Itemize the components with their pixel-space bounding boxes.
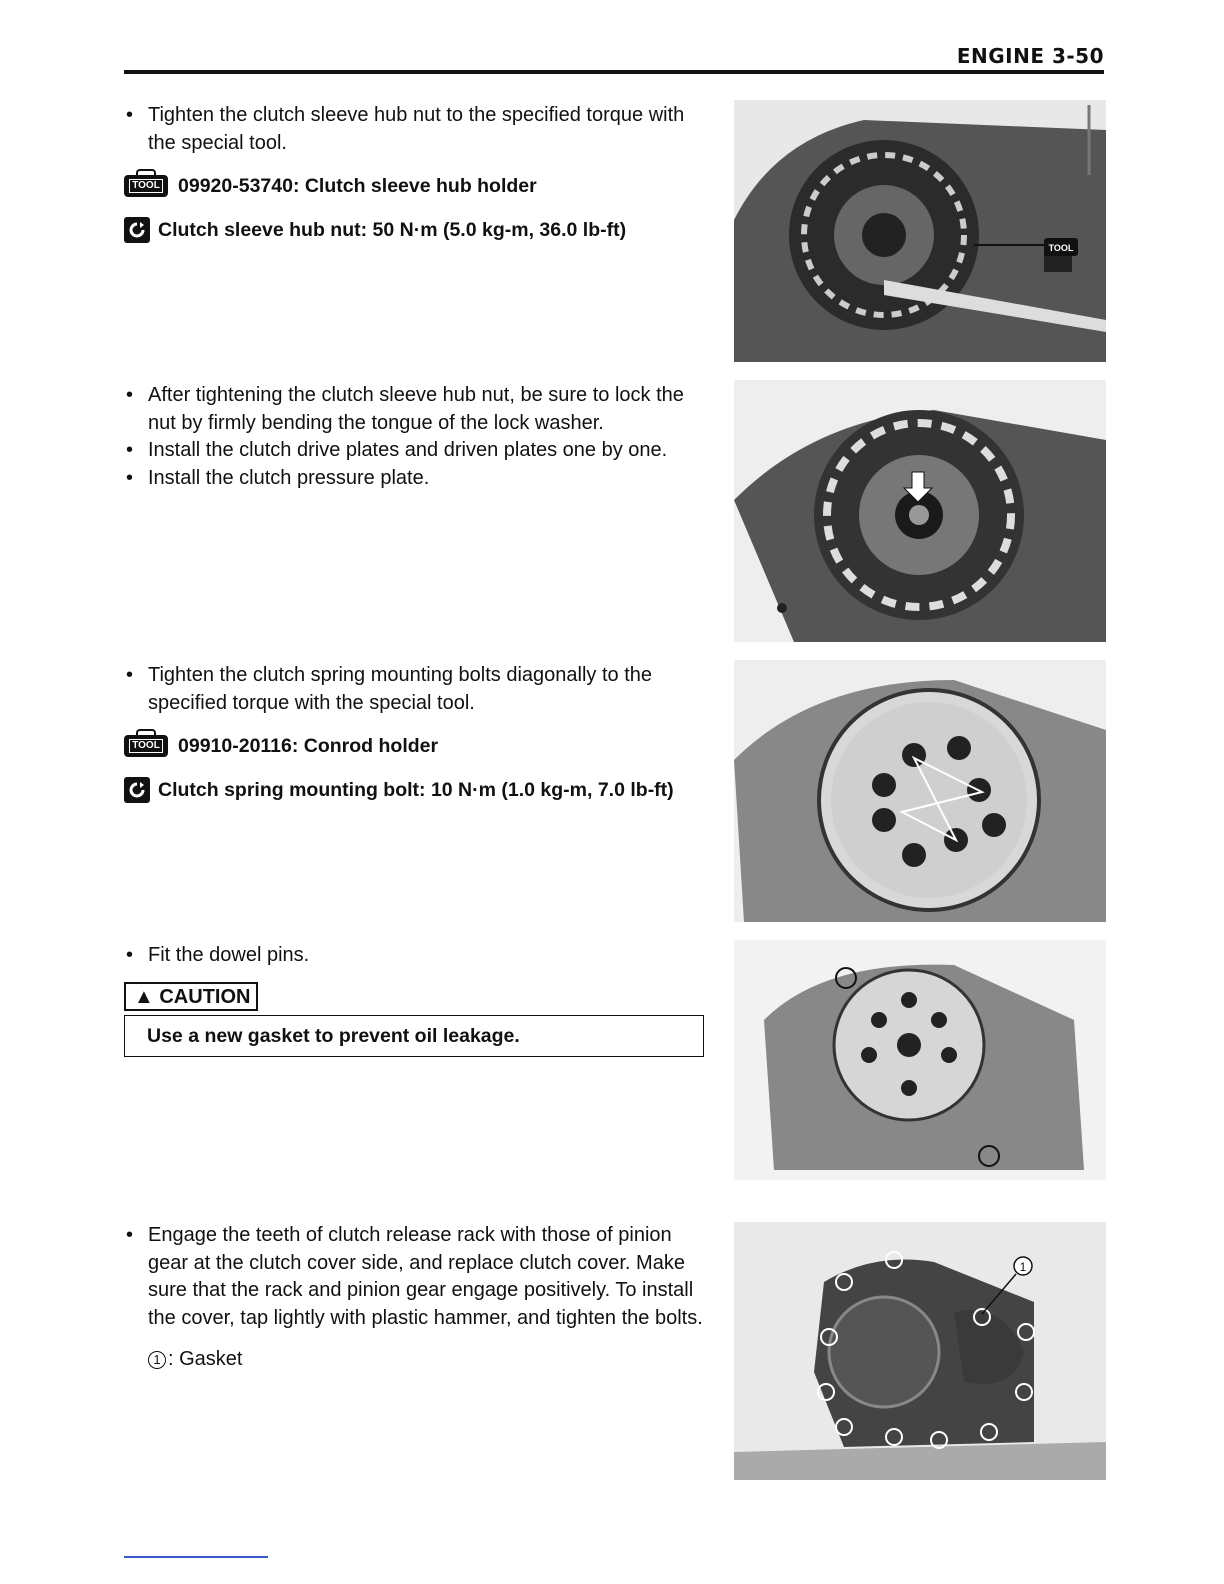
svg-text:TOOL: TOOL (1048, 243, 1074, 253)
photo-dowel-pins (734, 940, 1106, 1180)
step-4 (124, 942, 704, 1057)
footer-rule (124, 1556, 268, 1558)
step-2-bullet: • Install the clutch drive plates and driven plates one by one. (124, 437, 704, 465)
torque-wrench-icon (124, 217, 150, 243)
step-5-text: • Engage the teeth of clutch release rack with those of pinion gear at the clutch cover side, and replace clutch cover. Make sure that the rack and pinion gear engage positively. To install the cover, tap lightly with plastic hammer, and tighten the bolts. (124, 1222, 704, 1332)
page-title: ENGINE 3-50 (956, 44, 1104, 68)
tool-spec-text: 09920-53740: Clutch sleeve hub holder (178, 174, 537, 197)
step-3-tool-spec (124, 731, 704, 761)
torque-wrench-icon (124, 777, 150, 803)
page-header (124, 40, 1104, 74)
tool-spec-text: 09910-20116: Conrod holder (178, 734, 439, 757)
step-1 (124, 102, 704, 245)
step-1-tool-spec (124, 171, 704, 201)
step-2-bullet: • Install the clutch pressure plate. (124, 465, 704, 493)
step-3 (124, 662, 704, 805)
svg-text:1: 1 (1019, 1260, 1027, 1274)
caution-label: ▲ CAUTION (124, 982, 258, 1011)
warning-triangle-icon: ▲ (134, 985, 154, 1008)
step-3-torque-spec (124, 775, 704, 805)
torque-spec-text: Clutch sleeve hub nut: 50 N·m (5.0 kg-m, 36.0 lb-ft) (158, 218, 627, 241)
caution-box: Use a new gasket to prevent oil leakage. (124, 1015, 704, 1057)
photo-clutch-hub-holder (734, 100, 1106, 362)
step-2 (124, 382, 704, 492)
step-3-text: • Tighten the clutch spring mounting bolts diagonally to the specified torque with the special tool. (124, 662, 704, 717)
tool-icon: TOOL (124, 735, 168, 757)
step-1-text: • Tighten the clutch sleeve hub nut to the specified torque with the special tool. (124, 102, 704, 157)
step-4-text: • Fit the dowel pins. (124, 942, 704, 970)
step-1-torque-spec (124, 215, 704, 245)
torque-spec-text: Clutch spring mounting bolt: 10 N·m (1.0 kg-m, 7.0 lb-ft) (158, 778, 674, 801)
tool-icon: TOOL (124, 175, 168, 197)
gasket-legend: 1 : Gasket (148, 1346, 704, 1373)
step-2-bullet: • After tightening the clutch sleeve hub nut, be sure to lock the nut by firmly bending the tongue of the lock washer. (124, 382, 704, 437)
step-5 (124, 1222, 704, 1373)
callout-number: 1 (148, 1351, 166, 1369)
photo-clutch-plates (734, 380, 1106, 642)
photo-spring-bolts (734, 660, 1106, 922)
photo-clutch-cover (734, 1222, 1106, 1480)
